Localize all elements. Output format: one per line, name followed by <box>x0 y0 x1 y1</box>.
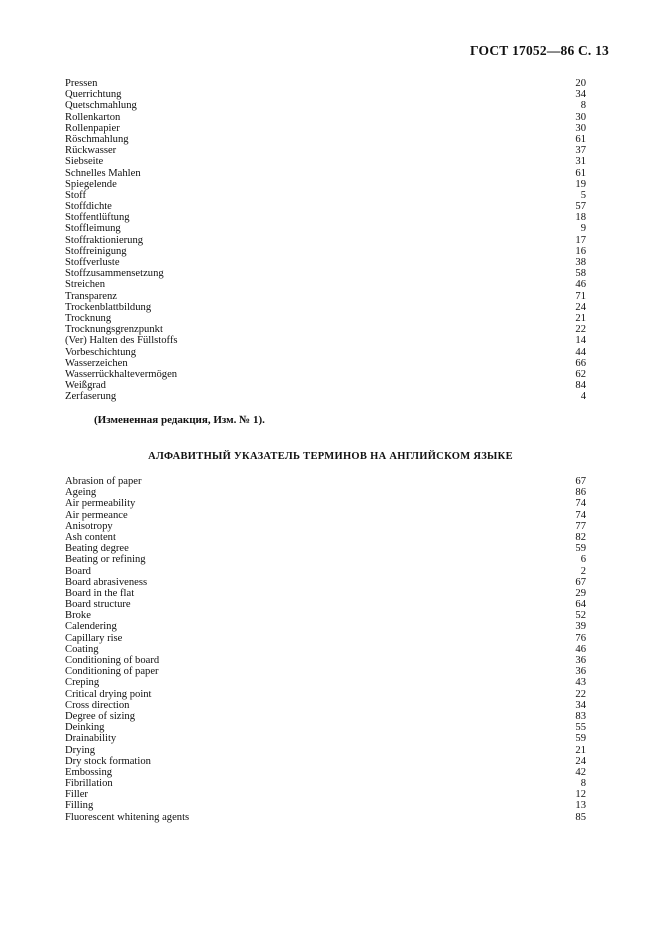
index-row <box>65 190 586 201</box>
index-page-number: 74 <box>575 498 586 510</box>
index-term: Air permeability <box>65 498 136 510</box>
index-term: Zerfaserung <box>65 391 117 403</box>
index-term: Rückwasser <box>65 145 117 157</box>
index-page-number: 58 <box>575 268 586 280</box>
index-row <box>65 112 586 123</box>
index-row <box>65 257 586 268</box>
index-page-number: 2 <box>580 565 586 577</box>
index-page-number: 29 <box>575 587 586 599</box>
index-row <box>65 89 586 100</box>
index-term: Conditioning of board <box>65 655 160 666</box>
index-page-number: 24 <box>575 755 586 767</box>
index-term: Board in the flat <box>65 587 135 599</box>
index-row <box>65 168 586 179</box>
index-page-number: 38 <box>575 257 586 268</box>
index-row <box>65 268 586 279</box>
index-page-number: 19 <box>575 178 586 190</box>
section-heading: АЛФАВИТНЫЙ УКАЗАТЕЛЬ ТЕРМИНОВ НА АНГЛИЙСКОМ ЯЗЫКЕ <box>148 451 513 462</box>
index-page-number: 46 <box>575 279 586 291</box>
index-page-number: 57 <box>575 201 586 213</box>
index-term: Capillary rise <box>65 632 123 644</box>
index-page-number: 67 <box>575 476 586 487</box>
index-term: Wasserrückhaltevermögen <box>65 368 178 380</box>
index-term: Streichen <box>65 279 106 291</box>
index-row <box>65 498 586 509</box>
index-row <box>65 733 586 744</box>
index-page-number: 22 <box>575 688 586 700</box>
index-page-number: 67 <box>575 576 586 588</box>
index-page-number: 21 <box>575 312 586 324</box>
index-term: Ash content <box>65 531 116 543</box>
index-row <box>65 100 586 111</box>
index-page-number: 42 <box>575 766 586 778</box>
index-page-number: 74 <box>575 509 586 521</box>
index-term: Rollenpapier <box>65 122 120 134</box>
index-term: Schnelles Mahlen <box>65 167 141 179</box>
index-term: Stoffdichte <box>65 201 112 213</box>
index-row <box>65 358 586 369</box>
index-term: Embossing <box>65 766 113 778</box>
index-page-number: 18 <box>575 212 586 224</box>
index-term: Filler <box>65 789 88 801</box>
index-page-number: 13 <box>575 800 586 812</box>
index-row <box>65 532 586 543</box>
index-page-number: 8 <box>580 778 586 790</box>
index-term: Stoffreinigung <box>65 245 127 257</box>
index-row <box>65 279 586 290</box>
index-term: Degree of sizing <box>65 710 136 722</box>
index-term: Fibrillation <box>65 778 113 790</box>
index-term: Abrasion of paper <box>65 476 142 487</box>
index-term: Ageing <box>65 487 97 499</box>
index-page-number: 52 <box>575 610 586 622</box>
index-row <box>65 756 586 767</box>
index-page-number: 17 <box>575 234 586 246</box>
index-term: Spiegelende <box>65 178 117 190</box>
index-term: Creping <box>65 677 100 689</box>
index-term: Weißgrad <box>65 380 106 392</box>
index-page-number: 86 <box>575 487 586 499</box>
index-row <box>65 134 586 145</box>
index-term: Dry stock formation <box>65 755 151 767</box>
index-page-number: 30 <box>575 122 586 134</box>
index-page-number: 36 <box>575 666 586 678</box>
index-row <box>65 800 586 811</box>
index-row <box>65 767 586 778</box>
index-term: Air permeance <box>65 509 128 521</box>
index-page-number: 61 <box>575 167 586 179</box>
index-row <box>65 677 586 688</box>
index-term: Filling <box>65 800 94 812</box>
index-page-number: 76 <box>575 632 586 644</box>
index-row <box>65 510 586 521</box>
index-page-number: 31 <box>575 156 586 168</box>
index-row <box>65 778 586 789</box>
index-page-number: 82 <box>575 531 586 543</box>
index-page-number: 9 <box>580 223 586 235</box>
index-page-number: 39 <box>575 621 586 633</box>
german-term-index <box>65 78 586 402</box>
index-term: Anisotropy <box>65 520 113 532</box>
index-row <box>65 689 586 700</box>
index-page-number: 44 <box>575 346 586 358</box>
index-row <box>65 655 586 666</box>
index-row <box>65 812 586 823</box>
index-row <box>65 324 586 335</box>
index-row <box>65 588 586 599</box>
index-row <box>65 235 586 246</box>
index-term: Stoffraktionierung <box>65 234 144 246</box>
index-row <box>65 335 586 346</box>
index-page-number: 8 <box>580 100 586 112</box>
index-row <box>65 487 586 498</box>
index-row <box>65 566 586 577</box>
index-page-number: 30 <box>575 111 586 123</box>
index-page-number: 55 <box>575 722 586 734</box>
index-row <box>65 789 586 800</box>
index-row <box>65 521 586 532</box>
index-row <box>65 391 586 402</box>
index-term: Stoffentlüftung <box>65 212 130 224</box>
index-row <box>65 369 586 380</box>
index-page-number: 83 <box>575 710 586 722</box>
amendment-note: (Измененная редакция, Изм. № 1). <box>94 414 265 426</box>
index-page-number: 77 <box>575 520 586 532</box>
index-page-number: 64 <box>575 599 586 611</box>
index-term: Rollenkarton <box>65 111 121 123</box>
index-term: Critical drying point <box>65 688 152 700</box>
index-page-number: 22 <box>575 324 586 336</box>
page-header: ГОСТ 17052—86 С. 13 <box>470 43 609 58</box>
index-page-number: 12 <box>575 789 586 801</box>
index-term: Board <box>65 565 91 577</box>
english-term-index <box>65 476 586 823</box>
index-term: Beating degree <box>65 543 129 555</box>
index-page-number: 16 <box>575 245 586 257</box>
index-term: Röschmahlung <box>65 133 129 145</box>
index-term: Trocknung <box>65 312 112 324</box>
index-page-number: 20 <box>575 78 586 89</box>
index-term: (Ver) Halten des Füllstoffs <box>65 335 178 347</box>
index-term: Cross direction <box>65 699 130 711</box>
index-term: Drying <box>65 744 96 756</box>
index-term: Siebseite <box>65 156 104 168</box>
index-row <box>65 666 586 677</box>
index-page-number: 46 <box>575 643 586 655</box>
index-term: Fluorescent whitening agents <box>65 811 190 823</box>
index-row <box>65 610 586 621</box>
index-term: Board structure <box>65 599 131 611</box>
index-term: Stoff <box>65 189 86 201</box>
index-row <box>65 745 586 756</box>
index-row <box>65 543 586 554</box>
index-term: Querrichtung <box>65 89 122 101</box>
index-row <box>65 380 586 391</box>
index-term: Pressen <box>65 78 98 89</box>
index-term: Deinking <box>65 722 105 734</box>
index-term: Drainability <box>65 733 117 745</box>
index-row <box>65 201 586 212</box>
index-row <box>65 700 586 711</box>
index-term: Stoffzusammensetzung <box>65 268 164 280</box>
index-row <box>65 246 586 257</box>
index-page-number: 5 <box>580 189 586 201</box>
index-page-number: 34 <box>575 699 586 711</box>
index-row <box>65 78 586 89</box>
index-row <box>65 313 586 324</box>
index-term: Stoffleimung <box>65 223 121 235</box>
index-term: Coating <box>65 643 99 655</box>
index-row <box>65 711 586 722</box>
index-page-number: 59 <box>575 543 586 555</box>
index-term: Trocknungsgrenzpunkt <box>65 324 163 336</box>
index-page-number: 66 <box>575 357 586 369</box>
index-page-number: 4 <box>580 391 586 403</box>
index-row <box>65 223 586 234</box>
index-term: Transparenz <box>65 290 117 302</box>
index-page-number: 84 <box>575 380 586 392</box>
index-row <box>65 577 586 588</box>
index-page-number: 61 <box>575 133 586 145</box>
index-row <box>65 599 586 610</box>
index-page-number: 36 <box>575 655 586 666</box>
index-page-number: 43 <box>575 677 586 689</box>
index-row <box>65 722 586 733</box>
index-term: Beating or refining <box>65 554 146 566</box>
index-row <box>65 156 586 167</box>
index-page-number: 6 <box>580 554 586 566</box>
index-row <box>65 302 586 313</box>
index-page-number: 85 <box>575 811 586 823</box>
index-row <box>65 554 586 565</box>
index-page-number: 62 <box>575 368 586 380</box>
index-page-number: 24 <box>575 301 586 313</box>
index-row <box>65 621 586 632</box>
index-page-number: 34 <box>575 89 586 101</box>
index-row <box>65 644 586 655</box>
index-row <box>65 347 586 358</box>
index-page-number: 37 <box>575 145 586 157</box>
index-page-number: 21 <box>575 744 586 756</box>
index-term: Quetschmahlung <box>65 100 137 112</box>
index-term: Vorbeschichtung <box>65 346 137 358</box>
index-term: Calendering <box>65 621 117 633</box>
index-term: Conditioning of paper <box>65 666 159 678</box>
index-row <box>65 179 586 190</box>
index-row <box>65 291 586 302</box>
index-row <box>65 123 586 134</box>
index-page-number: 71 <box>575 290 586 302</box>
index-term: Trockenblattbildung <box>65 301 152 313</box>
index-term: Board abrasiveness <box>65 576 148 588</box>
index-page-number: 14 <box>575 335 586 347</box>
index-term: Wasserzeichen <box>65 357 128 369</box>
index-row <box>65 212 586 223</box>
index-term: Stoffverluste <box>65 257 120 268</box>
index-row <box>65 145 586 156</box>
index-row <box>65 633 586 644</box>
index-row <box>65 476 586 487</box>
index-term: Broke <box>65 610 91 622</box>
index-page-number: 59 <box>575 733 586 745</box>
